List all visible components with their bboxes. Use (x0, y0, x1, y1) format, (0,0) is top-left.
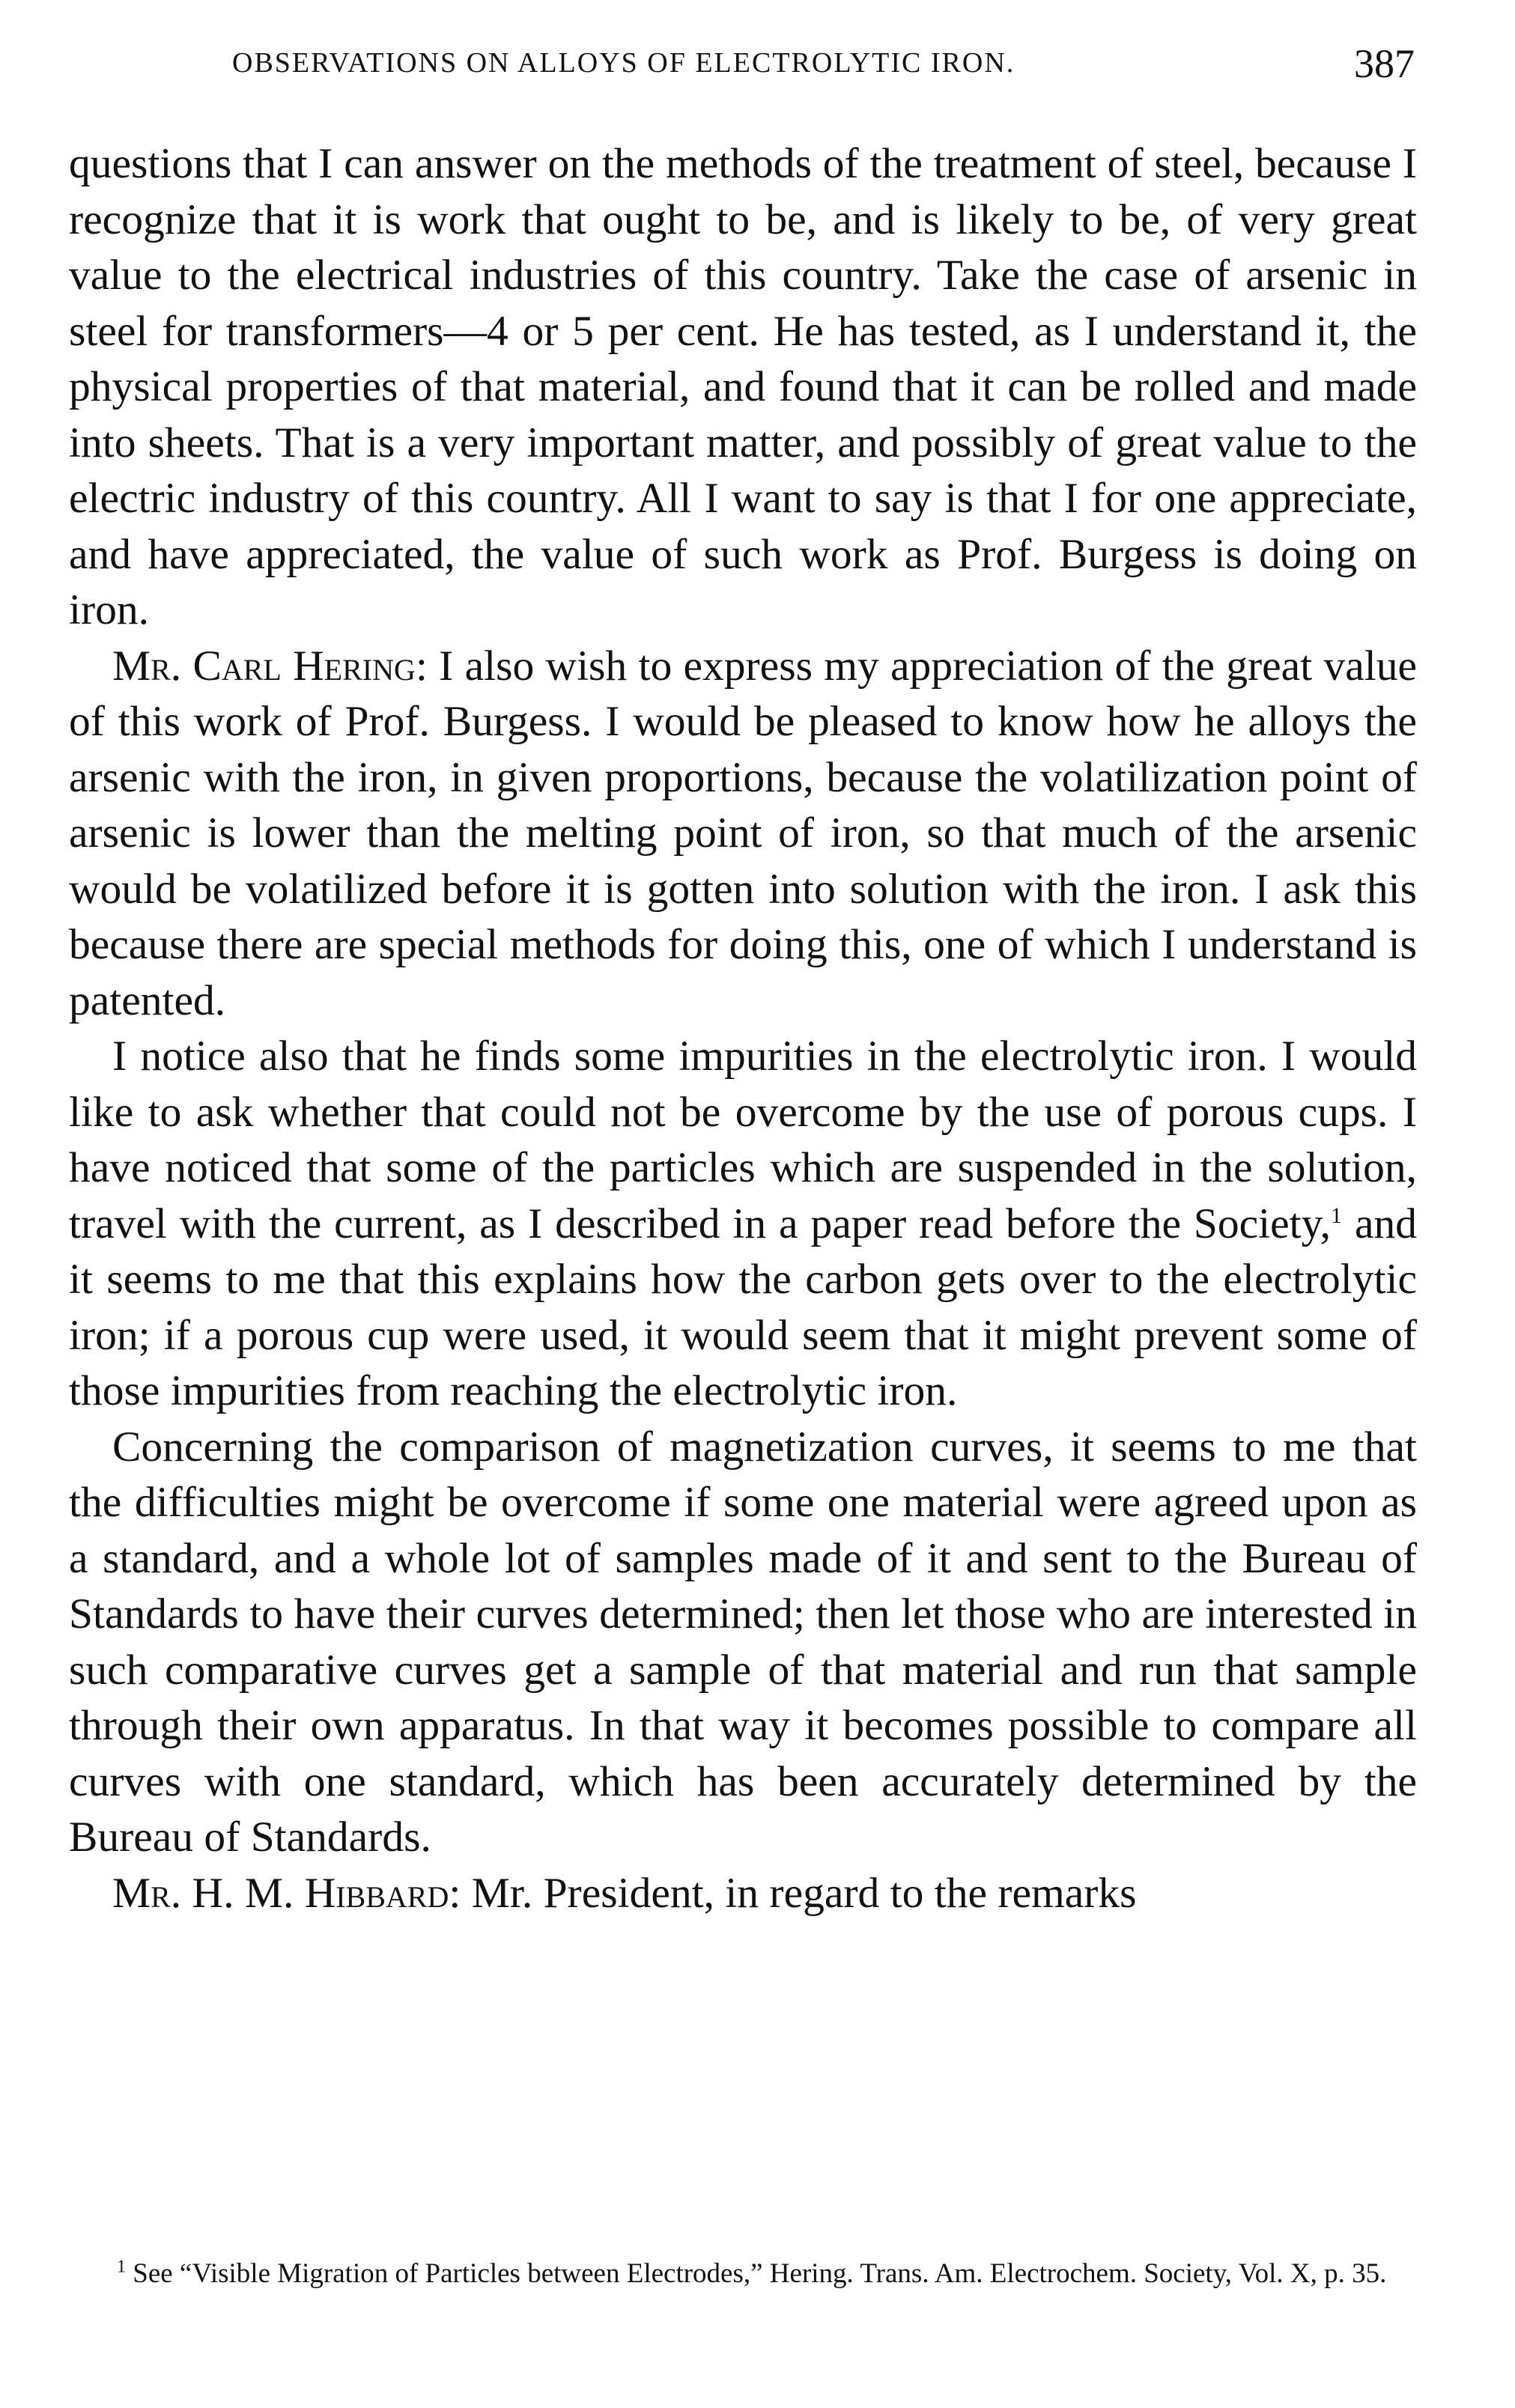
paragraph-magnetization (69, 1420, 1417, 1866)
paragraph-text: Mr. President, in regard to the remarks (461, 1869, 1137, 1917)
footnote-marker: 1 (117, 2257, 126, 2277)
paragraph-text: I also wish to express my appreciation of the great value of this work of Prof. Burgess. I would be pleased to know how he alloys the arsenic with the iron, in given proportions, because the volatilization point of arsenic is lower than the melting point of iron, so that much of the arsenic would be volatilized before it is gotten into solution with the iron. I ask this because there are special methods for doing this, one of which I understand is patented. (69, 642, 1417, 1024)
paragraph-text-continued: and it seems to me that this explains how the carbon gets over to the electrolytic iron; if a porous cup were used, it would seem that it might prevent some of those impurities from reaching the electrolytic iron. (69, 1200, 1417, 1414)
paragraph-text: Concerning the comparison of magnetization curves, it seems to me that the difficulties might be overcome if some one material were agreed upon as a standard, and a whole lot of samples made of it and sent to the Bureau of Standards to have their curves determined; then let those who are interested in such comparative curves get a sample of that material and run that sample through their own apparatus. In that way it becomes possible to compare all curves with one standard, which has been accurately determined by the Bureau of Standards. (69, 1423, 1417, 1861)
page-number: 387 (1354, 41, 1415, 86)
paragraph-continuation (69, 136, 1417, 639)
paragraph-text: questions that I can answer on the methods of the treatment of steel, because I recognize that it is work that ought to be, and is likely to be, of very great value to the electrical industries of this country. Take the case of arsenic in steel for transformers—4 or 5 per cent. He has tested, as I understand it, the physical properties of that material, and found that it can be rolled and made into sheets. That is a very important matter, and possibly of great value to the electric industry of this country. All I want to say is that I for one appreciate, and have appreciated, the value of such work as Prof. Burgess is doing on iron. (69, 140, 1417, 633)
speaker-name: Mr. H. M. Hibbard: (112, 1869, 461, 1917)
paragraph-text: I notice also that he finds some impurities in the electrolytic iron. I would like to ask whether that could not be overcome by the use of porous cups. I have noticed that some of the particles which are suspended in the solution, travel with the current, as I described in a paper read before the Society, (69, 1033, 1417, 1247)
footnote-text: See “Visible Migration of Particles between Electrodes,” Hering. Trans. Am. Electrochem. Society, Vol. X, p. 35. (133, 2258, 1387, 2289)
footnote (52, 2255, 1460, 2293)
paragraph-hering (69, 639, 1417, 1030)
running-head: OBSERVATIONS ON ALLOYS OF ELECTROLYTIC IRON. (232, 47, 1015, 79)
paragraph-impurities (69, 1029, 1417, 1420)
footnote-reference[interactable]: 1 (1331, 1203, 1343, 1228)
paragraph-hibbard (69, 1866, 1417, 1922)
body-text (69, 136, 1417, 1921)
speaker-name: Mr. Carl Hering: (112, 642, 428, 690)
